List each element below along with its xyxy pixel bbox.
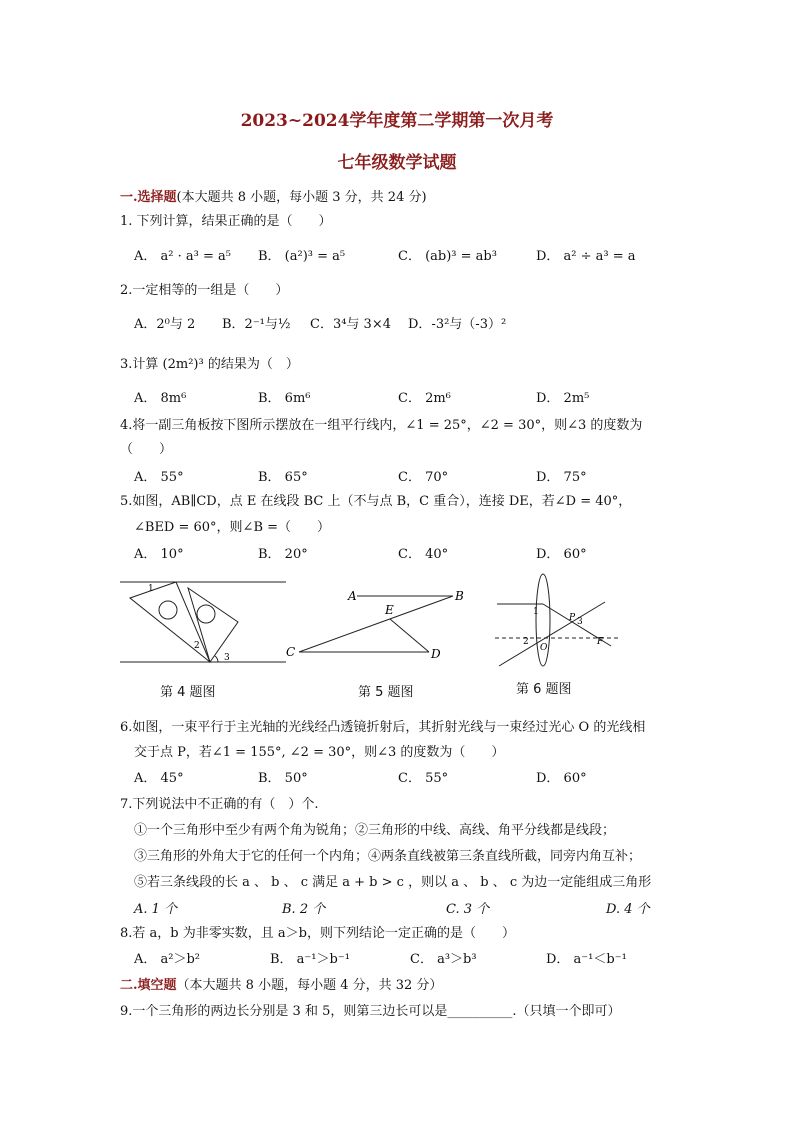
q2-option-c: C．3⁴与 3×4: [310, 317, 391, 332]
exam-subtitle: 七年级数学试题: [337, 153, 457, 173]
q2-option-d: D．-3²与（-3）²: [408, 317, 507, 332]
section-1-header: [120, 186, 427, 205]
section-2-label: 二.填空题: [120, 978, 177, 993]
q5-option-b: B． 20°: [258, 547, 308, 562]
q8-option-d: D． a⁻¹＜b⁻¹: [546, 952, 627, 967]
q3-option-b: B． 6m⁶: [258, 391, 311, 406]
q5-stem-cont: ∠BED = 60°，则∠B =（ ）: [134, 520, 331, 535]
q3-option-d: D． 2m⁵: [536, 391, 590, 406]
q7-option-c: C. 3 个: [446, 902, 490, 917]
fig4-circle-left: [159, 601, 177, 619]
q5-stem: 5.如图，AB∥CD，点 E 在线段 BC 上（不与点 B，C 重合），连接 DE，若∠D = 40°，: [120, 494, 632, 509]
fig4-circle-right: [197, 605, 215, 623]
fig6-label-f: F: [597, 637, 604, 647]
q1-option-a: A． a² · a³ = a⁵: [134, 249, 231, 264]
figure-5: [285, 588, 465, 668]
fig4-caption: 第 4 题图: [160, 685, 216, 700]
q4-option-c: C． 70°: [398, 470, 449, 485]
q7-stem: 7.下列说法中不正确的有（ ）个.: [120, 797, 319, 812]
section-2-header: [120, 974, 442, 993]
q1-stem: 1. 下列计算，结果正确的是（ ）: [120, 214, 332, 229]
q7-option-d: D. 4 个: [606, 902, 650, 917]
q6-stem: 6.如图，一束平行于主光轴的光线经凸透镜折射后，其折射光线与一束经过光心 O 的光线相: [120, 720, 646, 735]
q1-option-b: B． (a²)³ = a⁵: [258, 249, 346, 264]
section-2-note: （本大题共 8 小题，每小题 4 分，共 32 分）: [176, 978, 443, 993]
fig5-segment-bc: [299, 596, 453, 652]
fig6-caption: 第 6 题图: [516, 682, 572, 697]
q1-option-d: D． a² ÷ a³ = a: [536, 249, 636, 264]
fig5-caption: 第 5 题图: [358, 685, 414, 700]
q3-option-c: C． 2m⁶: [398, 391, 451, 406]
q7-statement-1: ①一个三角形中至少有两个角为锐角；②三角形的中线、高线、角平分线都是线段；: [134, 823, 616, 838]
q7-statement-2: ③三角形的外角大于它的任何一个内角；④两条直线被第三条直线所截，同旁内角互补；: [134, 849, 642, 864]
q6-option-a: A． 45°: [134, 771, 184, 786]
q3-option-a: A． 8m⁶: [134, 391, 187, 406]
section-1-label: 一.选择题: [120, 190, 177, 205]
fig5-segment-de: [390, 619, 429, 652]
q6-option-d: D． 60°: [536, 771, 587, 786]
q6-stem-cont: 交于点 P，若∠1 = 155°, ∠2 = 30°，则∠3 的度数为（ ）: [134, 745, 505, 760]
fig6-label-1: 1: [533, 607, 539, 617]
fig5-label-a: A: [348, 589, 357, 603]
q7-statement-3: ⑤若三条线段的长 a 、 b 、 c 满足 a + b > c ，则以 a 、 b 、 c 为边一定能组成三角形: [134, 875, 652, 890]
fig5-label-c: C: [286, 645, 296, 659]
q2-stem: 2.一定相等的一组是（ ）: [120, 283, 289, 298]
q1-option-c: C． (ab)³ = ab³: [398, 249, 497, 264]
q4-stem-cont: （ ）: [120, 442, 173, 457]
q5-option-c: C． 40°: [398, 547, 449, 562]
q7-option-a: A. 1 个: [134, 902, 178, 917]
q6-option-c: C． 55°: [398, 771, 449, 786]
fig5-label-d: D: [431, 647, 441, 661]
q4-option-d: D． 75°: [536, 470, 587, 485]
q3-stem: 3.计算 (2m²)³ 的结果为（ ）: [120, 357, 299, 372]
fig4-label-2: 2: [194, 641, 200, 651]
q2-option-a: A．2⁰与 2: [134, 317, 196, 332]
q8-stem: 8.若 a，b 为非零实数，且 a＞b，则下列结论一定正确的是（ ）: [120, 926, 515, 941]
section-1-note: (本大题共 8 小题，每小题 3 分，共 24 分): [176, 190, 427, 205]
fig4-label-1: 1: [148, 584, 154, 594]
fig6-label-2: 2: [523, 637, 529, 647]
q8-option-b: B． a⁻¹＞b⁻¹: [270, 952, 350, 967]
q5-option-a: A． 10°: [134, 547, 184, 562]
q4-stem: 4.将一副三角板按下图所示摆放在一组平行线内，∠1 = 25°，∠2 = 30°，则∠3 的度数为: [120, 418, 643, 433]
fig6-label-3: 3: [577, 617, 583, 627]
fig6-label-p: P: [569, 613, 576, 623]
q5-option-d: D． 60°: [536, 547, 587, 562]
q4-option-b: B． 65°: [258, 470, 308, 485]
q6-option-b: B． 50°: [258, 771, 308, 786]
fig4-label-3: 3: [224, 653, 230, 663]
fig6-label-o: O: [540, 643, 548, 653]
fig5-label-e: E: [385, 603, 394, 617]
exam-title: 2023~2024学年度第二学期第一次月考: [240, 111, 554, 131]
fig6-center-ray: [499, 602, 605, 666]
figure-6: [493, 574, 623, 674]
q7-option-b: B. 2 个: [282, 902, 326, 917]
q9-stem: 9.一个三角形的两边长分别是 3 和 5，则第三边长可以是__________.（只填一个即可）: [120, 1004, 621, 1019]
fig4-angle-3-arc: [215, 656, 218, 662]
q8-option-a: A． a²＞b²: [134, 952, 201, 967]
q8-option-c: C． a³＞b³: [410, 952, 477, 967]
fig5-label-b: B: [455, 589, 464, 603]
figure-4: [118, 578, 288, 668]
q2-option-b: B．2⁻¹与½: [222, 317, 291, 332]
q4-option-a: A． 55°: [134, 470, 184, 485]
